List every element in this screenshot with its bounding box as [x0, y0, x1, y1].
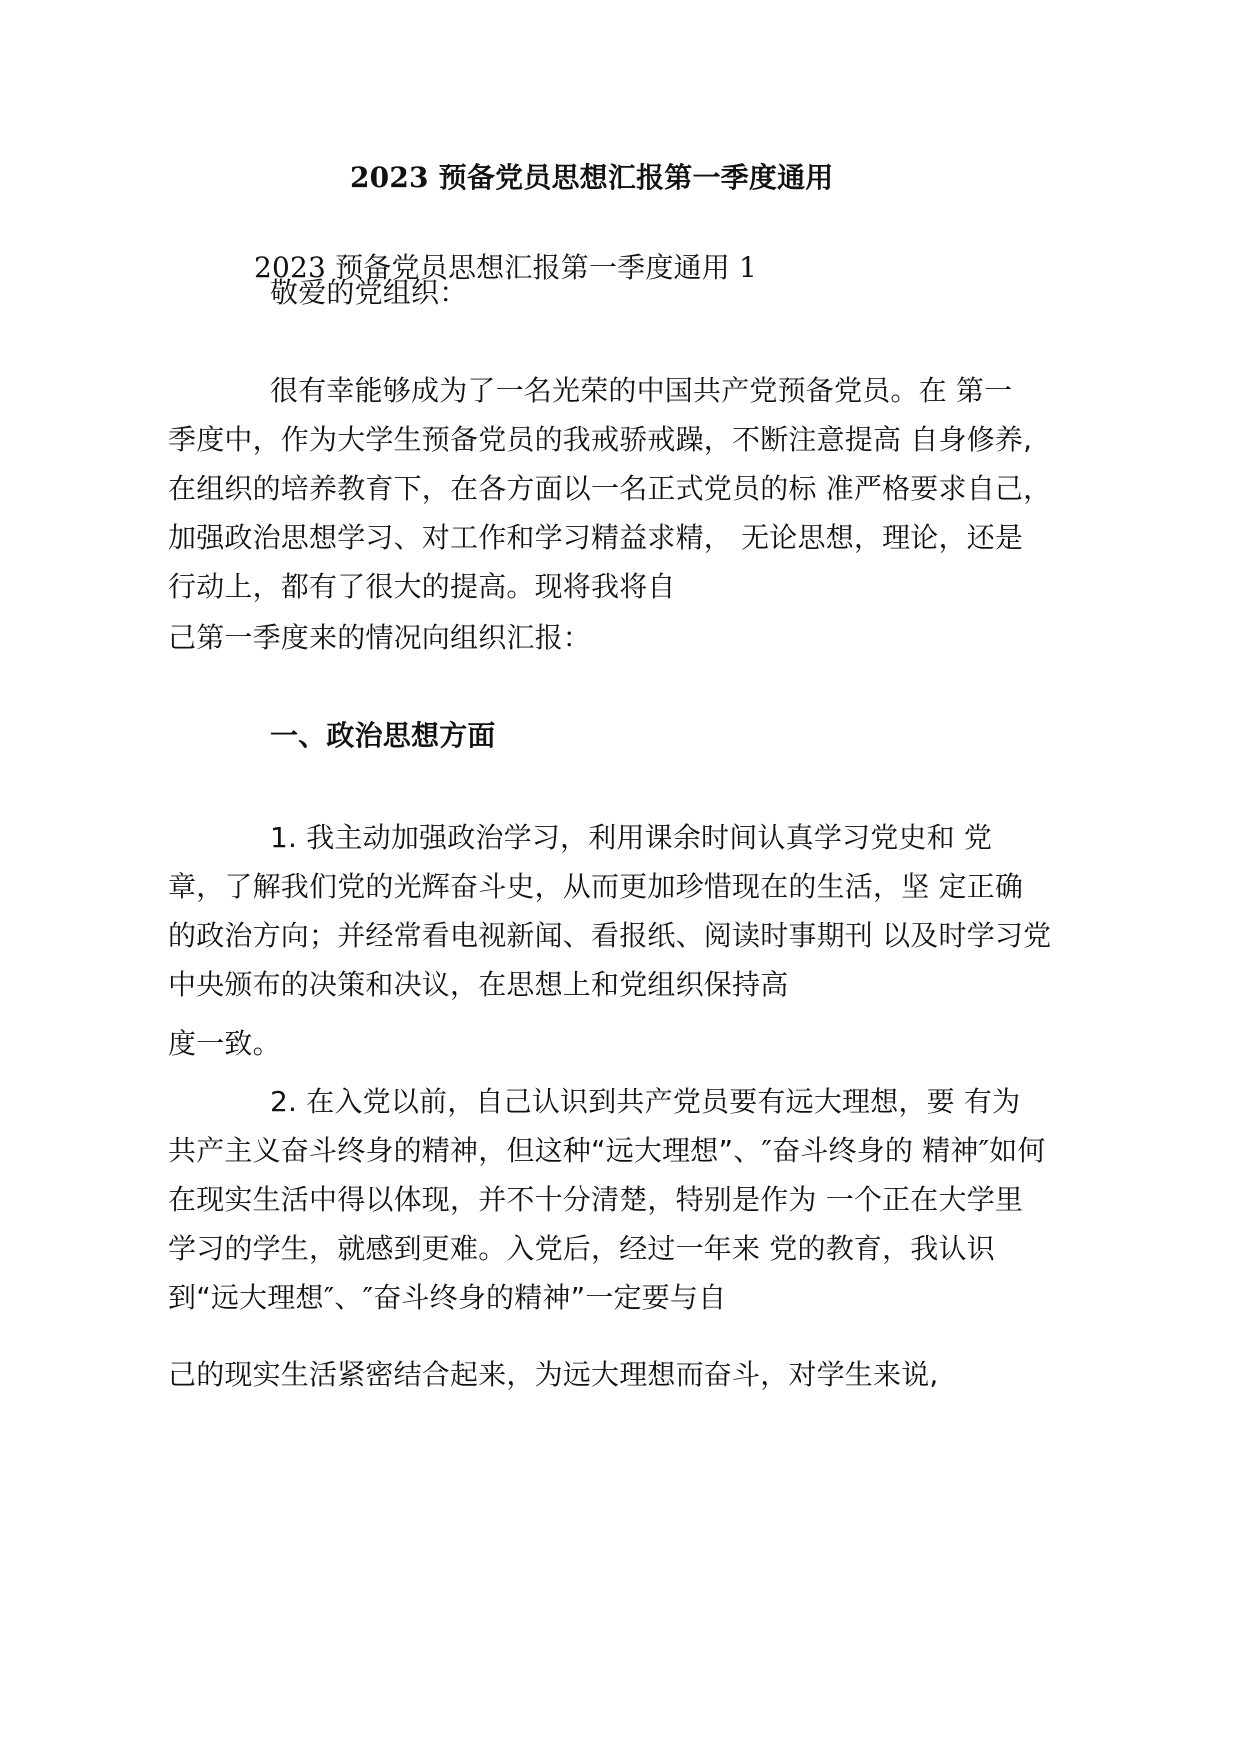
paragraph-line: 己第一季度来的情况向组织汇报： — [168, 621, 592, 654]
paragraph-line: 中央颁布的决策和决议，在思想上和党组织保持高 — [168, 968, 789, 1001]
paragraph-line: 学习的学生，就感到更难。入党后，经过一年来 党的教育，我认识 — [168, 1232, 995, 1265]
document-title: 2023 预备党员思想汇报第一季度通用 — [350, 161, 834, 194]
paragraph-line: 己的现实生活紧密结合起来，为远大理想而奋斗，对学生来说, — [168, 1358, 939, 1391]
section-heading: 一、政治思想方面 — [270, 719, 496, 752]
paragraph-line: 共产主义奋斗终身的精神，但这种“远大理想”、″奋斗终身的 精神″如何 — [168, 1134, 1046, 1167]
document-subtitle: 2023 预备党员思想汇报第一季度通用 1 — [254, 251, 758, 284]
paragraph-line: 的政治方向；并经常看电视新闻、看报纸、阅读时事期刊 以及时学习党 — [168, 919, 1052, 952]
paragraph-line: 很有幸能够成为了一名光荣的中国共产党预备党员。在 第一 — [270, 374, 1013, 407]
salutation: 敬爱的党组织： — [270, 276, 468, 309]
paragraph-line: 在组织的培养教育下，在各方面以一名正式党员的标 准严格要求自己， — [168, 472, 1052, 505]
paragraph-line: 度一致。 — [168, 1027, 281, 1060]
paragraph-line: 行动上，都有了很大的提高。现将我将自 — [168, 570, 676, 603]
paragraph-line: 1. 我主动加强政治学习，利用课余时间认真学习党史和 党 — [270, 821, 993, 854]
paragraph-line: 季度中，作为大学生预备党员的我戒骄戒躁，不断注意提高 自身修养, — [168, 423, 1033, 456]
paragraph-line: 在现实生活中得以体现，并不十分清楚，特别是作为 一个正在大学里 — [168, 1183, 1024, 1216]
paragraph-line: 到“远大理想″、″奋斗终身的精神”一定要与自 — [168, 1281, 727, 1314]
paragraph-line: 章，了解我们党的光辉奋斗史，从而更加珍惜现在的生活，坚 定正确 — [168, 870, 1024, 903]
paragraph-line: 2. 在入党以前，自己认识到共产党员要有远大理想，要 有为 — [270, 1085, 1021, 1118]
paragraph-line: 加强政治思想学习、对工作和学习精益求精， 无论思想，理论，还是 — [168, 521, 1024, 554]
